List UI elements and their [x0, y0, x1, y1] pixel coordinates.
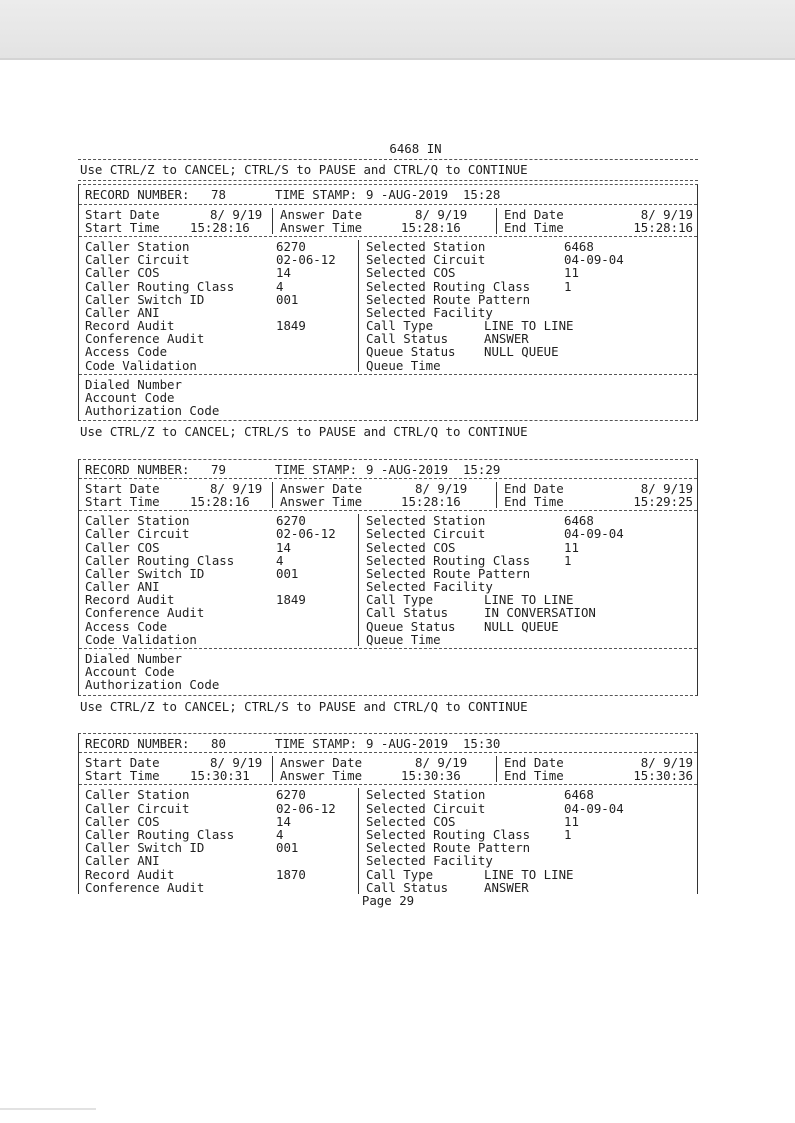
- end-date-value: 8/ 9/19: [640, 480, 693, 496]
- start-time-label: Start Time: [85, 493, 160, 509]
- record-list: [78, 184, 698, 893]
- caller-field-value: 1849: [276, 592, 306, 608]
- spacer: [78, 713, 698, 733]
- call-record: [78, 733, 698, 894]
- selected-field-value: 1: [564, 552, 572, 568]
- caller-field-label: Caller Circuit: [85, 526, 190, 542]
- report-header: 6468 IN: [389, 141, 442, 156]
- column-divider: [358, 788, 359, 894]
- separator: [79, 648, 697, 649]
- caller-field-label: Caller Circuit: [85, 252, 190, 268]
- scan-header-band: [0, 0, 795, 58]
- page-number: Page 29: [361, 892, 415, 908]
- selected-field-label: Call Status: [366, 605, 449, 621]
- caller-field-label: Caller COS: [85, 813, 160, 829]
- caller-field-label: Caller Station: [85, 787, 190, 803]
- answer-time-label: Answer Time: [280, 768, 363, 784]
- selected-field-value: 11: [564, 813, 579, 829]
- caller-field-value: 6270: [276, 787, 306, 803]
- answer-date-value: 8/ 9/19: [415, 206, 468, 222]
- detail-row: [79, 606, 697, 619]
- caller-field-label: Conference Audit: [85, 605, 205, 621]
- selected-field-label: Selected Station: [366, 238, 486, 254]
- caller-field-value: 02-06-12: [276, 800, 336, 816]
- code-field-label: Account Code: [85, 390, 175, 406]
- date-time-block: [79, 208, 697, 234]
- selected-field-value: IN CONVERSATION: [484, 605, 596, 621]
- column-divider: [358, 240, 359, 372]
- column-divider: [496, 756, 497, 782]
- detail-block: [79, 514, 697, 646]
- column-divider: [496, 482, 497, 508]
- spacer: [78, 439, 698, 459]
- detail-row: [79, 868, 697, 881]
- caller-field-label: Caller COS: [85, 539, 160, 555]
- caller-field-label: Access Code: [85, 344, 168, 360]
- selected-field-label: Selected Circuit: [366, 252, 486, 268]
- selected-field-label: Selected Circuit: [366, 526, 486, 542]
- selected-field-label: Call Type: [366, 866, 434, 882]
- selected-field-label: Queue Time: [366, 631, 441, 647]
- selected-field-value: LINE TO LINE: [484, 866, 574, 882]
- code-field-label: Account Code: [85, 664, 175, 680]
- caller-field-value: 001: [276, 565, 299, 581]
- caller-field-value: 6270: [276, 513, 306, 529]
- selected-field-value: 6468: [564, 238, 594, 254]
- start-date-label: Start Date: [85, 206, 160, 222]
- record-number-label: RECORD NUMBER:: [85, 187, 190, 203]
- selected-field-value: 6468: [564, 787, 594, 803]
- caller-field-value: 4: [276, 552, 284, 568]
- call-record: [78, 459, 698, 696]
- separator: [79, 236, 697, 237]
- caller-field-value: 14: [276, 813, 291, 829]
- record-number-value: 79: [211, 461, 226, 477]
- code-row: [79, 404, 697, 417]
- start-time-label: Start Time: [85, 768, 160, 784]
- separator: [79, 374, 697, 375]
- continue-prompt: Use CTRL/Z to CANCEL; CTRL/S to PAUSE and CTRL/Q to CONTINUE: [80, 162, 528, 178]
- start-time-value: 15:28:16: [190, 219, 250, 235]
- selected-field-label: Selected Routing Class: [366, 826, 531, 842]
- selected-field-label: Selected COS: [366, 539, 456, 555]
- column-divider: [358, 514, 359, 646]
- time-row: [79, 495, 697, 508]
- answer-time-value: 15:28:16: [401, 493, 461, 509]
- selected-field-value: NULL QUEUE: [484, 618, 559, 634]
- caller-field-label: Record Audit: [85, 318, 175, 334]
- selected-field-value: 11: [564, 539, 579, 555]
- caller-field-value: 4: [276, 278, 284, 294]
- start-date-label: Start Date: [85, 755, 160, 770]
- caller-field-label: Conference Audit: [85, 879, 205, 895]
- start-time-value: 15:28:16: [190, 493, 250, 509]
- date-row: [79, 756, 697, 769]
- selected-field-value: 1: [564, 826, 572, 842]
- detail-row: [79, 345, 697, 358]
- record-number-value: 78: [211, 187, 226, 203]
- code-field-label: Authorization Code: [85, 677, 220, 693]
- column-divider: [496, 208, 497, 234]
- caller-field-label: Code Validation: [85, 357, 197, 373]
- caller-field-label: Caller Switch ID: [85, 840, 205, 856]
- detail-row: [79, 541, 697, 554]
- caller-field-value: 02-06-12: [276, 526, 336, 542]
- separator: [79, 510, 697, 511]
- caller-field-label: Record Audit: [85, 592, 175, 608]
- answer-time-label: Answer Time: [280, 219, 363, 235]
- caller-field-label: Caller Station: [85, 513, 190, 529]
- detail-row: [79, 620, 697, 633]
- record-number-label: RECORD NUMBER:: [85, 461, 190, 477]
- selected-field-value: LINE TO LINE: [484, 592, 574, 608]
- selected-field-label: Queue Status: [366, 618, 456, 634]
- selected-field-label: Call Status: [366, 879, 449, 895]
- selected-field-label: Queue Status: [366, 344, 456, 360]
- end-time-value: 15:28:16: [633, 219, 693, 235]
- selected-field-value: NULL QUEUE: [484, 344, 559, 360]
- caller-field-label: Conference Audit: [85, 331, 205, 347]
- continue-prompt: Use CTRL/Z to CANCEL; CTRL/S to PAUSE and CTRL/Q to CONTINUE: [80, 424, 528, 440]
- caller-field-label: Record Audit: [85, 866, 175, 882]
- selected-field-label: Selected Facility: [366, 853, 493, 869]
- caller-field-value: 001: [276, 291, 299, 307]
- code-field-label: Dialed Number: [85, 376, 182, 392]
- selected-field-value: ANSWER: [484, 879, 529, 895]
- caller-field-label: Caller Station: [85, 238, 190, 254]
- call-detail-report: [78, 142, 698, 907]
- answer-date-label: Answer Date: [280, 755, 363, 770]
- separator: [79, 784, 697, 785]
- selected-field-value: 11: [564, 265, 579, 281]
- caller-field-label: Caller ANI: [85, 853, 160, 869]
- selected-field-label: Selected Routing Class: [366, 278, 531, 294]
- selected-field-label: Call Status: [366, 331, 449, 347]
- caller-field-value: 4: [276, 826, 284, 842]
- date-time-block: [79, 482, 697, 508]
- selected-field-value: ANSWER: [484, 331, 529, 347]
- time-stamp-value: 9 -AUG-2019 15:28: [366, 187, 501, 203]
- continue-prompt: Use CTRL/Z to CANCEL; CTRL/S to PAUSE and CTRL/Q to CONTINUE: [80, 698, 528, 714]
- selected-field-label: Selected COS: [366, 813, 456, 829]
- selected-field-label: Call Type: [366, 592, 434, 608]
- start-date-value: 8/ 9/19: [210, 755, 263, 770]
- selected-field-label: Selected Station: [366, 787, 486, 803]
- caller-field-label: Caller ANI: [85, 304, 160, 320]
- time-stamp-label: TIME STAMP:: [275, 461, 358, 477]
- detail-row: [79, 815, 697, 828]
- separator: [79, 752, 697, 753]
- detail-row: [79, 266, 697, 279]
- answer-date-label: Answer Date: [280, 480, 363, 496]
- end-time-label: End Time: [504, 219, 564, 235]
- selected-field-label: Call Type: [366, 318, 434, 334]
- code-field-label: Dialed Number: [85, 651, 182, 667]
- end-time-value: 15:29:25: [633, 493, 693, 509]
- detail-row: [79, 788, 697, 801]
- caller-field-value: 6270: [276, 238, 306, 254]
- selected-field-label: Selected Facility: [366, 579, 493, 595]
- record-title-row: [79, 188, 697, 201]
- start-date-label: Start Date: [85, 480, 160, 496]
- answer-date-value: 8/ 9/19: [415, 755, 468, 770]
- record-number-value: 80: [211, 735, 226, 751]
- detail-row: [79, 359, 697, 372]
- separator: [79, 204, 697, 205]
- time-row: [79, 769, 697, 782]
- caller-field-label: Caller Circuit: [85, 800, 190, 816]
- start-date-value: 8/ 9/19: [210, 206, 263, 222]
- date-time-block: [79, 756, 697, 782]
- end-date-value: 8/ 9/19: [640, 206, 693, 222]
- selected-field-label: Selected Routing Class: [366, 552, 531, 568]
- record-number-label: RECORD NUMBER:: [85, 735, 190, 751]
- time-stamp-value: 9 -AUG-2019 15:29: [366, 461, 501, 477]
- answer-time-value: 15:28:16: [401, 219, 461, 235]
- answer-date-value: 8/ 9/19: [415, 480, 468, 496]
- end-time-label: End Time: [504, 768, 564, 784]
- separator: [78, 159, 698, 160]
- caller-field-label: Caller Switch ID: [85, 565, 205, 581]
- record-title-row: [79, 737, 697, 750]
- selected-field-value: 04-09-04: [564, 800, 624, 816]
- column-divider: [272, 208, 273, 234]
- selected-field-value: 6468: [564, 513, 594, 529]
- time-row: [79, 221, 697, 234]
- start-date-value: 8/ 9/19: [210, 480, 263, 496]
- date-row: [79, 482, 697, 495]
- end-time-value: 15:30:36: [633, 768, 693, 784]
- caller-field-value: 14: [276, 539, 291, 555]
- selected-field-label: Selected Circuit: [366, 800, 486, 816]
- end-date-label: End Date: [504, 755, 564, 770]
- caller-field-value: 02-06-12: [276, 252, 336, 268]
- detail-row: [79, 527, 697, 540]
- caller-field-label: Caller Routing Class: [85, 552, 235, 568]
- end-date-value: 8/ 9/19: [640, 755, 693, 770]
- selected-field-label: Queue Time: [366, 357, 441, 373]
- selected-field-label: Selected Route Pattern: [366, 840, 531, 856]
- caller-field-value: 14: [276, 265, 291, 281]
- detail-row: [79, 554, 697, 567]
- answer-time-value: 15:30:36: [401, 768, 461, 784]
- selected-field-value: 04-09-04: [564, 252, 624, 268]
- separator: [78, 180, 698, 181]
- column-divider: [272, 482, 273, 508]
- end-date-label: End Date: [504, 206, 564, 222]
- record-title-row: [79, 463, 697, 476]
- detail-row: [79, 293, 697, 306]
- caller-field-label: Caller COS: [85, 265, 160, 281]
- date-row: [79, 208, 697, 221]
- column-divider: [272, 756, 273, 782]
- scan-header-edge: [0, 58, 795, 60]
- caller-field-label: Caller ANI: [85, 579, 160, 595]
- selected-field-label: Selected Facility: [366, 304, 493, 320]
- caller-field-value: 1870: [276, 866, 306, 882]
- detail-row: [79, 280, 697, 293]
- end-date-label: End Date: [504, 480, 564, 496]
- time-stamp-label: TIME STAMP:: [275, 735, 358, 751]
- caller-field-label: Caller Switch ID: [85, 291, 205, 307]
- call-record: [78, 184, 698, 421]
- selected-field-label: Selected COS: [366, 265, 456, 281]
- answer-date-label: Answer Date: [280, 206, 363, 222]
- detail-block: [79, 240, 697, 372]
- code-field-label: Authorization Code: [85, 403, 220, 419]
- caller-field-label: Code Validation: [85, 631, 197, 647]
- caller-field-value: 001: [276, 840, 299, 856]
- caller-field-label: Access Code: [85, 618, 168, 634]
- time-stamp-label: TIME STAMP:: [275, 187, 358, 203]
- selected-field-label: Selected Route Pattern: [366, 291, 531, 307]
- selected-field-value: LINE TO LINE: [484, 318, 574, 334]
- detail-row: [79, 802, 697, 815]
- caller-field-label: Caller Routing Class: [85, 826, 235, 842]
- code-row: [79, 678, 697, 691]
- detail-block: [79, 788, 697, 894]
- answer-time-label: Answer Time: [280, 493, 363, 509]
- separator: [79, 478, 697, 479]
- detail-row: [79, 854, 697, 867]
- start-time-value: 15:30:31: [190, 768, 250, 784]
- selected-field-label: Selected Station: [366, 513, 486, 529]
- start-time-label: Start Time: [85, 219, 160, 235]
- time-stamp-value: 9 -AUG-2019 15:30: [366, 735, 501, 751]
- caller-field-value: 1849: [276, 318, 306, 334]
- detail-row: [79, 633, 697, 646]
- detail-row: [79, 881, 697, 894]
- caller-field-label: Caller Routing Class: [85, 278, 235, 294]
- end-time-label: End Time: [504, 493, 564, 509]
- selected-field-label: Selected Route Pattern: [366, 565, 531, 581]
- selected-field-value: 1: [564, 278, 572, 294]
- scan-footer-mark: [0, 1108, 96, 1110]
- selected-field-value: 04-09-04: [564, 526, 624, 542]
